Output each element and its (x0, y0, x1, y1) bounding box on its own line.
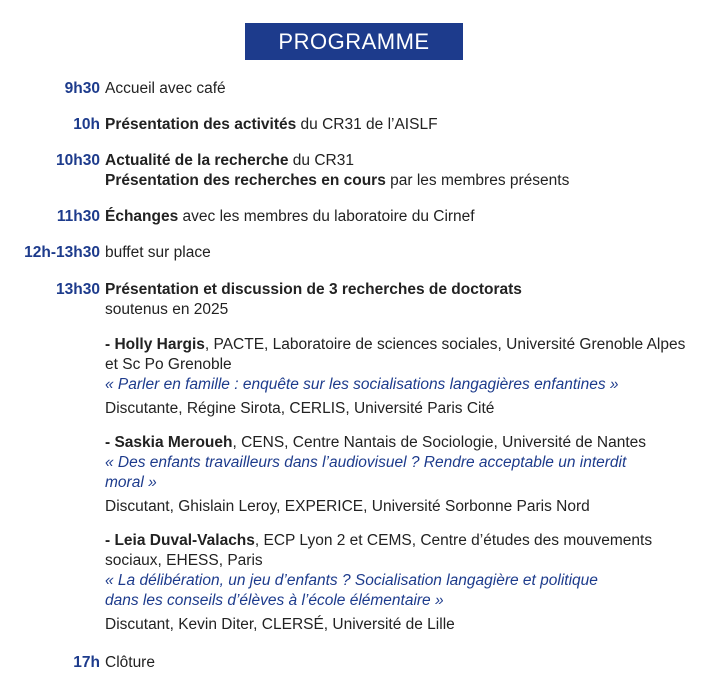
speaker-affiliation: , PACTE, Laboratoire de sciences sociales, Université Grenoble Alpes et Sc Po Grenoble (105, 336, 686, 373)
speaker-affiliation: , CENS, Centre Nantais de Sociologie, Université de Nantes (232, 434, 647, 451)
item-text: avec les membres du laboratoire du Cirnef (178, 208, 475, 225)
time-label: 10h (73, 116, 100, 133)
talk-item (105, 531, 695, 635)
speaker-name: - Leia Duval-Valachs (105, 532, 255, 549)
talk-item (105, 335, 695, 419)
talk-title-line1: « La délibération, un jeu d’enfants ? Socialisation langagière et politique (105, 572, 598, 589)
item-text: Accueil avec café (105, 80, 226, 97)
talk-item (105, 433, 695, 517)
speaker-name: - Saskia Meroueh (105, 434, 233, 451)
time-label: 11h30 (56, 208, 100, 225)
time-label: 13h30 (56, 281, 100, 298)
talk-title: « Parler en famille : enquête sur les socialisations langagières enfantines » (105, 376, 619, 393)
time-label: 17h (73, 654, 100, 671)
item-text: du CR31 (288, 152, 354, 169)
talk-title-line2: dans les conseils d’élèves à l’école élémentaire » (105, 592, 444, 609)
item-text: buffet sur place (105, 244, 211, 261)
item-bold-text: Actualité de la recherche (105, 152, 289, 169)
item-text: par les membres présents (385, 172, 570, 189)
item-text: Clôture (105, 654, 155, 671)
item-bold-text: Présentation des activités (105, 116, 297, 133)
talk-discussant: Discutant, Kevin Diter, CLERSÉ, Université de Lille (105, 616, 455, 633)
talk-title: « Des enfants travailleurs dans l’audiovisuel ? Rendre acceptable un interdit moral » (105, 454, 627, 491)
speaker-affiliation: , ECP Lyon 2 et CEMS, Centre d’études des mouvements sociaux, EHESS, Paris (105, 532, 653, 569)
item-bold-text: Présentation des recherches en cours (105, 172, 386, 189)
item-text: du CR31 de l’AISLF (296, 116, 438, 133)
talk-discussant: Discutant, Ghislain Leroy, EXPERICE, Université Sorbonne Paris Nord (105, 498, 590, 515)
item-bold-text: Échanges (105, 208, 179, 225)
programme-title-text: PROGRAMME (278, 28, 430, 54)
talk-discussant: Discutante, Régine Sirota, CERLIS, Université Paris Cité (105, 400, 495, 417)
time-label: 10h30 (56, 152, 100, 169)
programme-title (245, 23, 463, 60)
speaker-name: - Holly Hargis (105, 336, 205, 353)
item-subtext: soutenus en 2025 (105, 301, 229, 318)
item-bold-text: Présentation et discussion de 3 recherches de doctorats (105, 281, 522, 298)
time-label: 12h-13h30 (24, 244, 100, 261)
time-label: 9h30 (64, 80, 100, 97)
